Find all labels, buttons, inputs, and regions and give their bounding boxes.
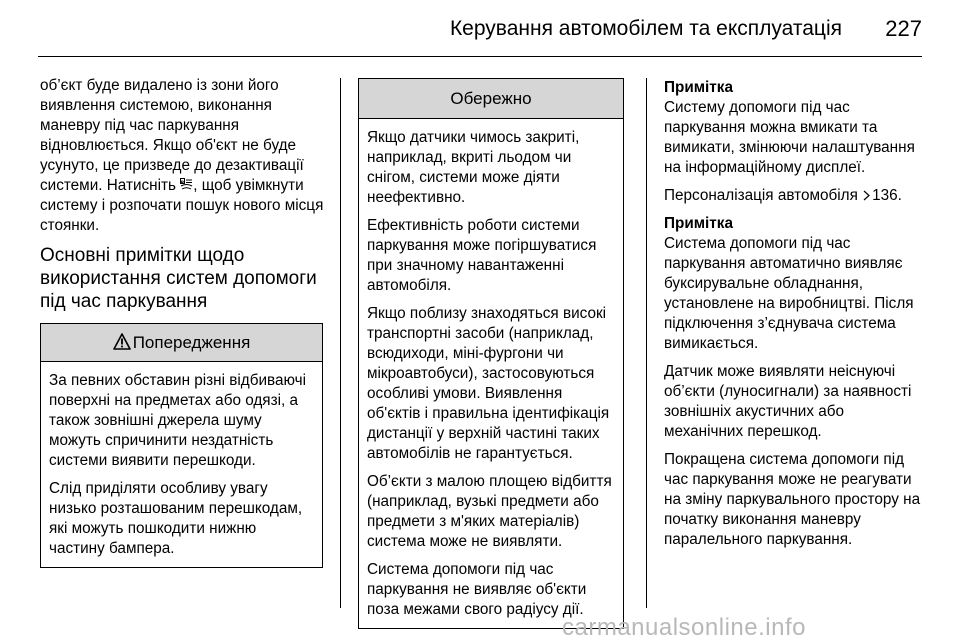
watermark: carmanualsonline.info — [562, 614, 806, 641]
caution-title: Обережно — [359, 79, 623, 119]
column-left — [40, 76, 326, 568]
column-divider — [340, 78, 341, 608]
page-number: 227 — [885, 16, 922, 41]
section-heading: Основні примітки щодо використання систем допомоги під час паркування — [40, 245, 317, 312]
column-middle — [358, 78, 624, 629]
caution-box — [358, 78, 624, 629]
page-header — [0, 0, 960, 62]
note-text: Система допомоги під час паркування автоматично виявляє буксирувальне обладнання, установлене на виробництві. Після підключення з’єднувача система вимикається. — [664, 235, 914, 352]
note-label: Примітка — [664, 79, 733, 96]
warning-box — [40, 323, 323, 568]
header-divider — [38, 56, 922, 57]
note-label: Примітка — [664, 215, 733, 232]
cross-reference[interactable]: Персоналізація автомобіля 136. — [664, 187, 902, 204]
caution-body — [359, 119, 623, 620]
column-right — [664, 78, 926, 558]
note-block — [664, 214, 926, 354]
warning-body — [41, 362, 322, 559]
warning-title: Попередження — [41, 324, 322, 362]
note-block — [664, 78, 926, 178]
warning-triangle-icon — [113, 333, 131, 350]
paragraph: Покращена система допомоги під час паркування може не реагувати на зміну паркувального простору на початку виконання маневру паралельного паркування. — [664, 451, 921, 548]
caution-paragraph: Ефективність роботи системи паркування може погіршуватися при значному навантаженні автомобіля. — [367, 217, 597, 294]
caution-paragraph: Якщо датчики чимось закриті, наприклад, вкриті льодом чи снігом, системи може діяти неефективно. — [367, 129, 580, 206]
caution-paragraph: Система допомоги під час паркування не виявляє об'єкти поза межами свого радіусу дії. — [367, 561, 587, 618]
note-text: Систему допомоги під час паркування можна вмикати та вимикати, змінюючи налаштування на інформаційному дисплеї. — [664, 99, 915, 176]
column-divider — [646, 78, 647, 608]
caution-paragraph: Якщо поблизу знаходяться високі транспортні засоби (наприклад, всюдиходи, міні-фургони чи мікроавтобуси), застосовуються особливі умови. Виявлення об'єктів і правильна ідентифікація дистанції у верхній частині таких автомобілів не гарантується. — [367, 305, 610, 462]
section-title: Керування автомобілем та експлуатація — [449, 17, 842, 40]
parking-assist-icon — [180, 178, 193, 191]
warning-paragraph: За певних обставин різні відбиваючі поверхні на предметах або одязі, а також зовнішні джерела шуму можуть спричинити нездатність системи виявити перешкоди. — [49, 372, 306, 469]
caution-paragraph: Об’єкти з малою площею відбиття (наприклад, вузькі предмети або предмети з м'яких матеріалів) система може не виявляти. — [367, 473, 612, 550]
reference-arrow-icon — [863, 190, 870, 201]
paragraph: об’єкт буде видалено із зони його виявлення системою, виконання маневру під час паркування відновлюється. Якщо об'єкт не буде усунуто, це призведе до дезактивації системи. Натисніть , щоб увімкнути систему і розпочати пошук нового місця стоянки. — [40, 77, 324, 234]
paragraph: Датчик може виявляти неіснуючі об’єкти (луносигнали) за наявності зовнішніх акустичних або механічних перешкод. — [664, 363, 912, 440]
warning-paragraph: Слід приділяти особливу увагу низько розташованим перешкодам, які можуть пошкодити нижню частину бампера. — [49, 480, 303, 557]
